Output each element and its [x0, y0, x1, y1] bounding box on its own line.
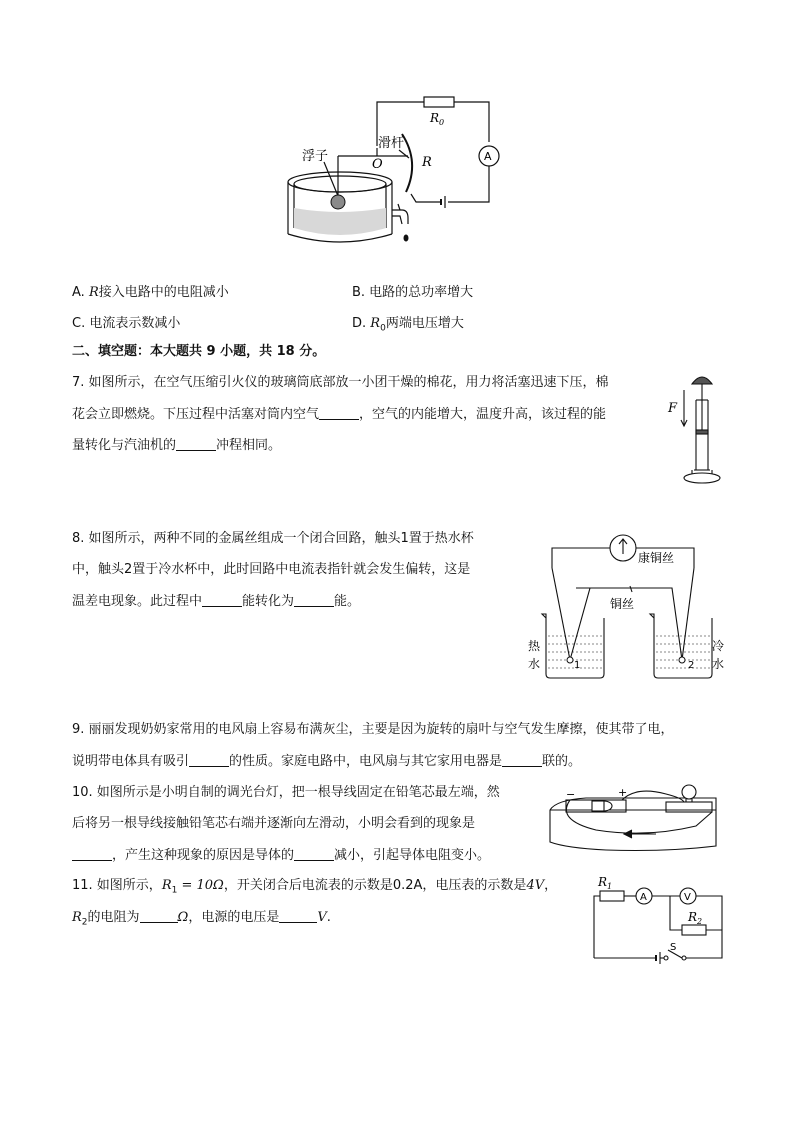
ammeter-label: A — [484, 150, 492, 163]
lever-label: 滑杆 — [378, 136, 405, 151]
q8-line1: 8. 如图所示，两种不同的金属丝组成一个闭合回路，触头1置于热水杯 — [72, 531, 474, 546]
pivot-label: O — [372, 157, 383, 172]
hot-water-label: 水 — [528, 657, 541, 671]
contact-2-label: 2 — [688, 660, 695, 671]
series-circuit-figure — [588, 874, 728, 964]
q11-blank2[interactable] — [279, 908, 317, 923]
air-compression-igniter-figure — [664, 370, 726, 488]
r1-label: $R_1$ — [598, 875, 613, 891]
q8-line3: 温差电现象。此过程中 能转化为 能。 — [72, 594, 361, 609]
q11-line2: $R_2$的电阻为 Ω，电源的电压是 V. — [72, 910, 331, 928]
q7-line3: 量转化与汽油机的 冲程相同。 — [72, 438, 282, 453]
battery-minus-label: − — [566, 788, 576, 801]
q10-blank2[interactable] — [294, 846, 334, 861]
option-c: C. 电流表示数减小 — [72, 316, 181, 331]
q7-line2: 花会立即燃烧。下压过程中活塞对筒内空气 ，空气的内能增大，温度升高，该过程的能 — [72, 407, 607, 422]
q7-line1: 7. 如图所示，在空气压缩引火仪的玻璃筒底部放一小团干燥的棉花，用力将活塞迅速下压，棉 — [72, 375, 609, 390]
force-label: F — [668, 401, 678, 416]
cold-water-label: 水 — [712, 657, 725, 671]
float-level-circuit-figure — [280, 92, 500, 252]
q10-line2: 后将另一根导线接触铅笔芯右端并逐渐向左滑动，小明会看到的现象是 — [72, 816, 476, 831]
float-label: 浮子 — [302, 149, 329, 164]
q9-blank1[interactable] — [189, 752, 229, 767]
cold-label: 冷 — [712, 639, 725, 653]
ammeter-label: A — [640, 892, 647, 903]
q8-blank2[interactable] — [294, 592, 334, 607]
r2-label: $R_2$ — [688, 910, 703, 926]
q8-blank1[interactable] — [202, 592, 242, 607]
copper-label: 铜丝 — [610, 597, 635, 611]
q8-line2: 中，触头2置于冷水杯中，此时回路中电流表指针就会发生偏转，这是 — [72, 562, 471, 577]
battery-plus-label: + — [618, 786, 628, 799]
option-a: A. R接入电路中的电阻减小 — [72, 285, 229, 300]
q9-line2: 说明带电体具有吸引 的性质。家庭电路中，电风扇与其它家用电器是 联的。 — [72, 754, 582, 769]
q9-blank2[interactable] — [502, 752, 542, 767]
hot-label: 热 — [528, 639, 541, 653]
q7-blank2[interactable] — [176, 436, 216, 451]
q11-line1: 11. 如图所示，$R_1 = 10\Omega$，开关闭合后电流表的示数是0.2A，电压表的示数是4V， — [72, 878, 558, 896]
pencil-dimmer-lamp-figure — [546, 780, 726, 858]
voltmeter-label: V — [684, 892, 691, 903]
q10-blank1[interactable] — [72, 846, 112, 861]
q10-line1: 10. 如图所示是小明自制的调光台灯，把一根导线固定在铅笔芯最左端，然 — [72, 785, 500, 800]
section-heading: 二、填空题：本大题共 9 小题，共 18 分。 — [72, 344, 326, 359]
option-d: D. $R_0$两端电压增大 — [352, 316, 464, 334]
constantan-label: 康铜丝 — [638, 551, 675, 565]
rheostat-label: R — [422, 155, 432, 170]
q10-line3: ，产生这种现象的原因是导体的 减小，引起导体电阻变小。 — [72, 846, 490, 865]
thermocouple-figure — [522, 528, 732, 686]
r0-label: $R_0$ — [430, 111, 445, 127]
contact-1-label: 1 — [574, 660, 581, 671]
switch-label: S — [670, 942, 677, 953]
q9-line1: 9. 丽丽发现奶奶家常用的电风扇上容易布满灰尘，主要是因为旋转的扇叶与空气发生摩擦，使其带了电， — [72, 722, 674, 737]
q11-blank1[interactable] — [140, 908, 178, 923]
q7-blank1[interactable] — [319, 405, 359, 420]
option-b: B. 电路的总功率增大 — [352, 285, 474, 300]
